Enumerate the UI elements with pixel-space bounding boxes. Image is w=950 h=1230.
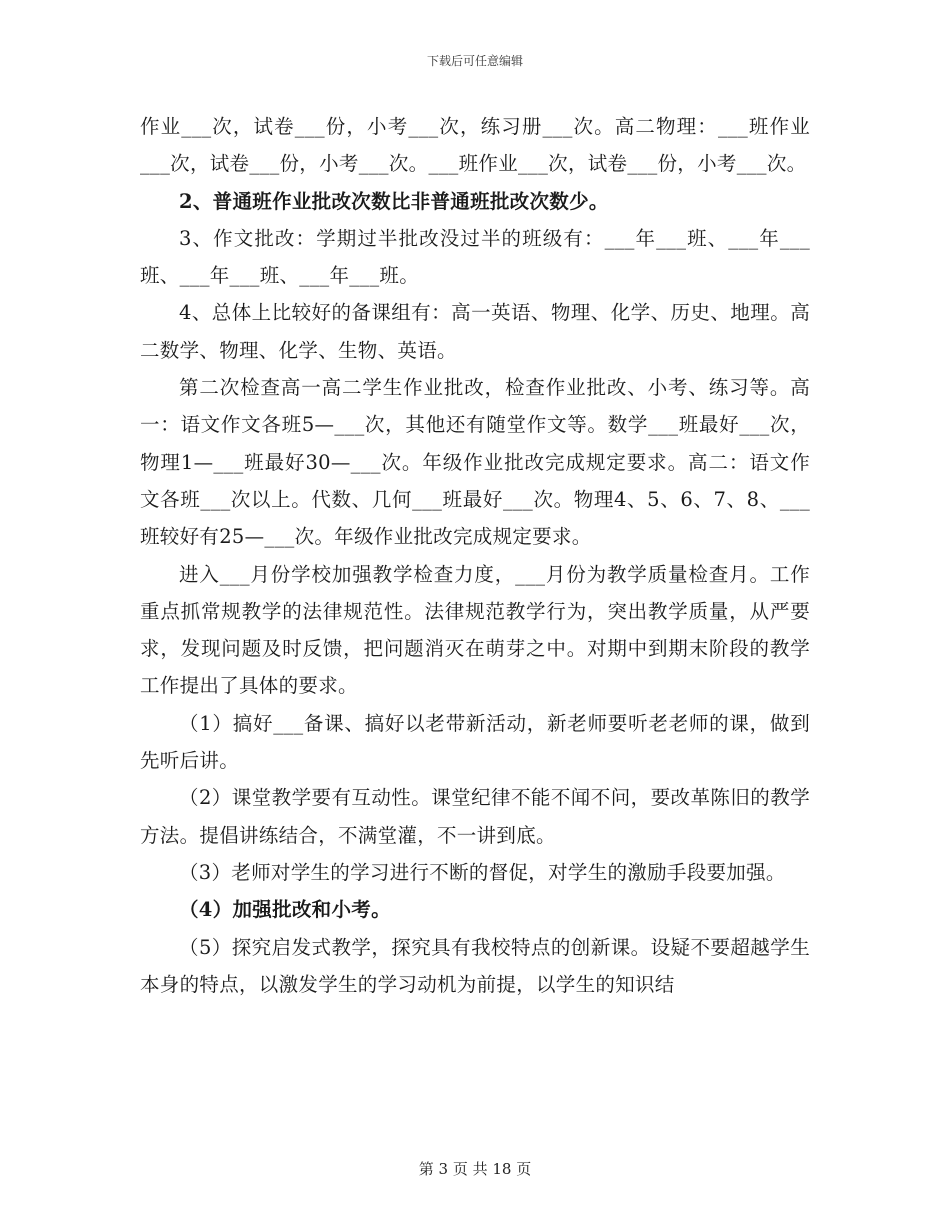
paragraph-inspection-month: 进入___月份学校加强教学检查力度，___月份为教学质量检查月。工作重点抓常规教学的法律规范性。法律规范教学行为，突出教学质量，从严要求，发现问题及时反馈，把问题消灭在萌芽之中。对期中到期末阶段的教学工作提出了具体的要求。 xyxy=(140,562,810,698)
document-body xyxy=(140,108,810,1003)
paragraph-requirement-3: （3）老师对学生的学习进行不断的督促，对学生的激励手段要加强。 xyxy=(179,860,786,884)
paragraph-requirement-5: （5）探究启发式教学，探究具有我校特点的创新课。设疑不要超越学生本身的特点，以激发学生的学习动机为前提，以学生的知识结 xyxy=(140,935,810,996)
paragraph-second-check: 第二次检查高一高二学生作业批改，检查作业批改、小考、练习等。高一：语文作文各班5—___次，其他还有随堂作文等。数学___班最好___次，物理1—___班最好30—___次。年级作业批改完成规定要求。高二：语文作文各班___次以上。代数、几何___班最好___次。物理4、5、6、7、8、___班较好有25—___次。年级作业批改完成规定要求。 xyxy=(140,376,810,549)
paragraph-requirement-4: （4）加强批改和小考。 xyxy=(179,898,391,922)
paragraph-requirement-2: （2）课堂教学要有互动性。课堂纪律不能不闻不问，要改革陈旧的教学方法。提倡讲练结合，不满堂灌，不一讲到底。 xyxy=(140,786,810,847)
paragraph-item-3: 3、作文批改：学期过半批改没过半的班级有：___年___班、___年___班、___年___班、___年___班。 xyxy=(140,226,810,288)
paragraph-homework-counts: 作业___次，试卷___份，小考___次，练习册___次。高二物理：___班作业___次，试卷___份，小考___次。___班作业___次，试卷___份，小考___次。 xyxy=(140,115,810,176)
page-number: 第 3 页 共 18 页 xyxy=(418,1160,532,1178)
paragraph-item-4: 4、总体上比较好的备课组有：高一英语、物理、化学、历史、地理。高二数学、物理、化学、生物、英语。 xyxy=(140,301,810,362)
paragraph-item-2: 2、普通班作业批改次数比非普通班批改次数少。 xyxy=(179,189,609,213)
page-header: 下载后可任意编辑 xyxy=(426,54,523,68)
paragraph-requirement-1: （1）搞好___备课、搞好以老带新活动，新老师要听老老师的课，做到先听后讲。 xyxy=(140,711,810,773)
